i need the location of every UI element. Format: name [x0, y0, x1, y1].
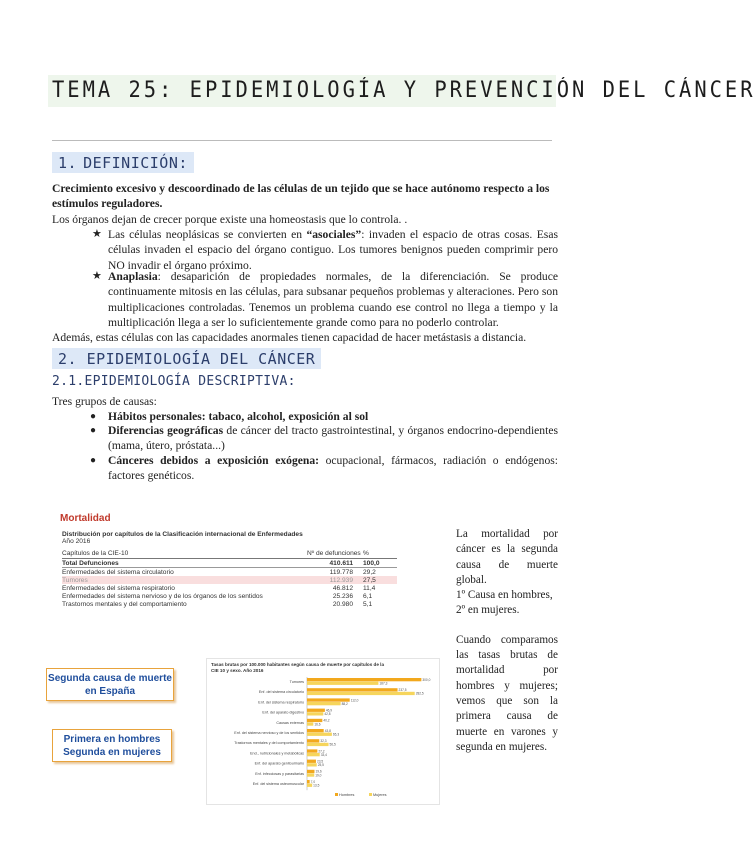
- bar-mujeres: [307, 753, 320, 756]
- definition-bold: Crecimiento excesivo y descoordinado de las células de un tejido que se hace autónomo respecto a los estímulos reguladores.: [52, 182, 550, 211]
- bar-hombres: [307, 688, 398, 691]
- category-label: Enf. del sistema respiratorio: [258, 700, 304, 705]
- bar-hombres: [307, 709, 325, 712]
- bar-hombres: [307, 729, 324, 732]
- col-pct: %: [363, 549, 397, 559]
- star-bullet-icon: ★: [92, 228, 102, 240]
- bar-value-label: 300,0: [422, 677, 431, 682]
- category-label: Enf. del aparato genitourinario: [254, 761, 304, 766]
- category-label: Causas externas: [276, 720, 304, 725]
- category-label: Enf. del sistema circulatorio: [258, 690, 304, 695]
- bar-mujeres: [307, 702, 341, 705]
- callout-line-1: Segunda causa de muerte: [48, 673, 172, 684]
- homeostasis-line: Los órganos dejan de crecer porque existe una homeostasis que lo controla. .: [52, 213, 408, 226]
- bar-value-label: 112,0: [350, 698, 359, 703]
- table-row: Enfermedades del sistema nervioso y de los órganos de los sentidos 25.236 6,1: [62, 592, 373, 600]
- cause-exogena: [90, 453, 558, 484]
- callout-line-2: en España: [84, 686, 136, 697]
- cause-exo-bold: Cánceres debidos a exposición exógena:: [108, 454, 320, 467]
- chart-title: Tasas brutas por 100.000 habitantes según causa de muerte por capítulos de la: [211, 662, 385, 667]
- col-deaths: Nº de defunciones: [307, 549, 363, 559]
- bar-value-label: 187,3: [379, 681, 388, 686]
- bar-mujeres: [307, 712, 323, 715]
- bar-value-label: 32,3: [320, 739, 327, 744]
- section-2-heading: 2. EPIDEMIOLOGÍA DEL CÁNCER: [52, 348, 321, 369]
- bar-hombres: [307, 678, 421, 681]
- table-year: Año 2016: [62, 538, 91, 545]
- bar-mujeres: [307, 733, 332, 736]
- metastasis-line: Además, estas células con las capacidades anormales tienen capacidad de hacer metástasis a distancia.: [52, 331, 527, 344]
- section-1-heading: [52, 152, 194, 173]
- bar-value-label: 40,2: [323, 718, 330, 723]
- bullet-dot-icon: ●: [90, 411, 97, 422]
- bar-value-label: 42,8: [324, 712, 331, 717]
- bar-hombres: [307, 780, 310, 783]
- category-label: Enf. infecciosas y parasitarias: [255, 771, 304, 776]
- legend-label: Hombres: [339, 793, 355, 797]
- mortality-rate-chart: [206, 658, 440, 805]
- cause-geo-text: de cáncer del tracto gastrointestinal, y órganos endocrino-dependientes (mama, útero, próstata...): [108, 424, 558, 453]
- subsection-heading: 2.1.EPIDEMIOLOGÍA DESCRIPTIVA:: [52, 374, 296, 389]
- legend-label: Mujeres: [373, 793, 387, 797]
- category-label: End., nutricionales y metabólicas: [250, 751, 304, 756]
- bullet1-text-post: : invaden el espacio de otras cosas. Esas células invaden el espacio del órgano contiguo. Los tumores benignos pueden comprimir pero NO invadir el órgano próximo.: [108, 228, 558, 272]
- bar-value-label: 237,5: [398, 688, 407, 693]
- legend-swatch: [335, 793, 338, 796]
- cause-habitos-text: Hábitos personales: tabaco, alcohol, exposición al sol: [108, 410, 369, 423]
- bullet-asociales: [92, 227, 558, 273]
- bar-value-label: 46,9: [325, 708, 333, 713]
- cause-geo-bold: Diferencias geográficas: [108, 424, 224, 437]
- cause-geograficas: [90, 423, 558, 454]
- category-label: Trastornos mentales y del comportamiento: [234, 741, 304, 746]
- side-commentary: [456, 527, 558, 755]
- side-p2: 1º Causa en hombres, 2º en mujeres.: [456, 589, 553, 617]
- causes-intro: Tres grupos de causas:: [52, 395, 157, 408]
- bar-value-label: 27,2: [318, 749, 325, 754]
- bullet-dot-icon: ●: [90, 425, 97, 436]
- star-bullet-icon: ★: [92, 270, 102, 282]
- table-row: Trastornos mentales y del comportamiento 20.980 5,1: [62, 600, 373, 608]
- bar-mujeres: [307, 722, 313, 725]
- callout-line-2: Segunda en mujeres: [63, 747, 161, 758]
- cause-exo-text: ocupacional, fármacos, radiación o endógenos: factores genéticos.: [108, 454, 558, 483]
- table-row: Enfermedades del sistema respiratorio 46.812 11,4: [62, 584, 376, 592]
- legend-swatch: [369, 793, 372, 796]
- bar-hombres: [307, 760, 316, 763]
- divider: [52, 140, 552, 141]
- bullet-anaplasia: [92, 269, 558, 331]
- col-chapter: Capítulos de la CIE-10: [62, 549, 307, 559]
- bar-hombres: [307, 770, 314, 773]
- bar-mujeres: [307, 682, 378, 685]
- bar-value-label: 56,5: [329, 742, 336, 747]
- category-label: Enf. del sistema osteomuscular: [252, 782, 304, 786]
- category-label: Enf. del aparato digestivo: [262, 710, 304, 715]
- bar-mujeres: [307, 692, 415, 695]
- bar-value-label: 282,5: [415, 691, 424, 696]
- bar-mujeres: [307, 773, 314, 776]
- bar-value-label: 16,6: [314, 722, 321, 727]
- bar-mujeres: [307, 743, 329, 746]
- callout-second-cause: [46, 668, 174, 701]
- side-p3: Cuando comparamos las tasas brutas de mortalidad por hombres y mujeres; vemos que son la primera causa de muerte en varones y segunda en mujeres.: [456, 633, 558, 753]
- bullet2-bold: Anaplasia: [108, 270, 158, 283]
- table-row: Enfermedades del sistema circulatorio 119.778 29,2: [62, 568, 376, 576]
- bullet1-bold: “asociales”: [306, 228, 362, 241]
- bar-hombres: [307, 749, 317, 752]
- table-row: Total Defunciones 410.611 100,0: [62, 559, 397, 568]
- table-caption: Distribución por capítulos de la Clasificación internacional de Enfermedades: [62, 531, 303, 538]
- section-1-number: 1.: [58, 154, 78, 172]
- bar-value-label: 19,6: [315, 769, 322, 774]
- bar-mujeres: [307, 784, 312, 787]
- bar-value-label: 88,2: [341, 701, 348, 706]
- callout-line-1: Primera en hombres: [63, 734, 161, 745]
- bullet1-text-pre: Las células neoplásicas se convierten en: [108, 228, 307, 241]
- category-label: Tumores: [289, 680, 304, 684]
- bar-value-label: 13,5: [313, 783, 320, 788]
- bar-hombres: [307, 739, 319, 742]
- chart-title-line-2: CIE 10 y sexo. Año 2016: [211, 668, 264, 673]
- table-row: Tumores 112.939 27,5: [62, 576, 397, 584]
- mortality-table: [62, 531, 397, 608]
- bar-value-label: 43,8: [324, 728, 331, 733]
- callout-men-women: [52, 729, 172, 762]
- bar-value-label: 7,0: [310, 779, 316, 784]
- chart-svg: [207, 659, 439, 804]
- bullet-dot-icon: ●: [90, 455, 97, 466]
- side-p1: La mortalidad por cáncer es la segunda causa de muerte global.: [456, 528, 558, 586]
- bar-value-label: 25,5: [317, 763, 324, 768]
- bar-value-label: 19,0: [315, 773, 322, 778]
- section-1-title: DEFINICIÓN:: [83, 154, 188, 172]
- bar-mujeres: [307, 763, 317, 766]
- bar-value-label: 23,5: [316, 759, 324, 764]
- bullet2-text: : desaparición de propiedades normales, de la diferenciación. Se produce continuamente mitosis en las células, para subsanar pequeños problemas y alteraciones. Pero son multiplicaciones controladas. Tenemos un problema cuando ese control no llega a tiempo y la multiplicación llega a ser lo suficientemente grande como para no poderlo controlar.: [108, 270, 558, 330]
- page-title: TEMA 25: EPIDEMIOLOGÍA Y PREVENCIÓN DEL CÁNCER: [52, 78, 756, 103]
- bar-value-label: 33,4: [320, 752, 327, 757]
- category-label: Enf. del sistema nervioso y de los sentidos: [234, 731, 304, 735]
- mortality-title: Mortalidad: [60, 513, 111, 524]
- bar-value-label: 65,3: [332, 732, 340, 737]
